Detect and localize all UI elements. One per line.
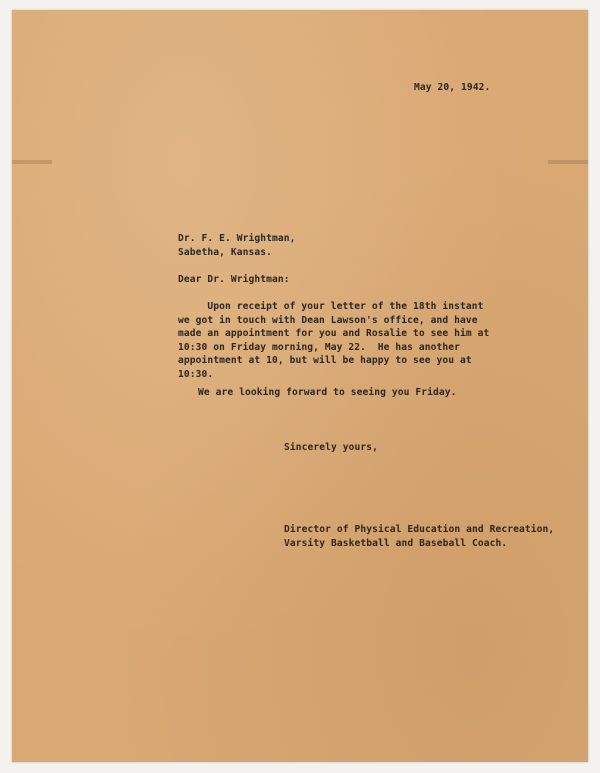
letter-date: May 20, 1942. — [414, 82, 491, 93]
paper-edge-mark — [12, 160, 52, 164]
recipient-city: Sabetha, Kansas. — [178, 247, 273, 258]
signature-title-line-1: Director of Physical Education and Recreation, — [284, 524, 555, 535]
body-line: Upon receipt of your letter of the 18th instant — [178, 301, 484, 312]
body-line: 10:30. — [178, 368, 214, 380]
recipient-name: Dr. F. E. Wrightman, — [178, 233, 296, 244]
closing: Sincerely yours, — [284, 442, 379, 453]
body-paragraph-2: We are looking forward to seeing you Friday. — [198, 387, 457, 398]
signature-title-line-2: Varsity Basketball and Baseball Coach. — [284, 538, 508, 549]
body-paragraph-1 — [178, 300, 489, 381]
letter-page — [12, 10, 588, 762]
body-line: we got in touch with Dean Lawson's office, and have — [178, 314, 478, 326]
body-line: appointment at 10, but will be happy to see you at — [178, 355, 472, 366]
body-line: made an appointment for you and Rosalie to see him at — [178, 328, 490, 339]
paper-edge-mark — [548, 160, 588, 164]
body-line: 10:30 on Friday morning, May 22. He has another — [178, 341, 461, 353]
salutation: Dear Dr. Wrightman: — [178, 274, 290, 285]
